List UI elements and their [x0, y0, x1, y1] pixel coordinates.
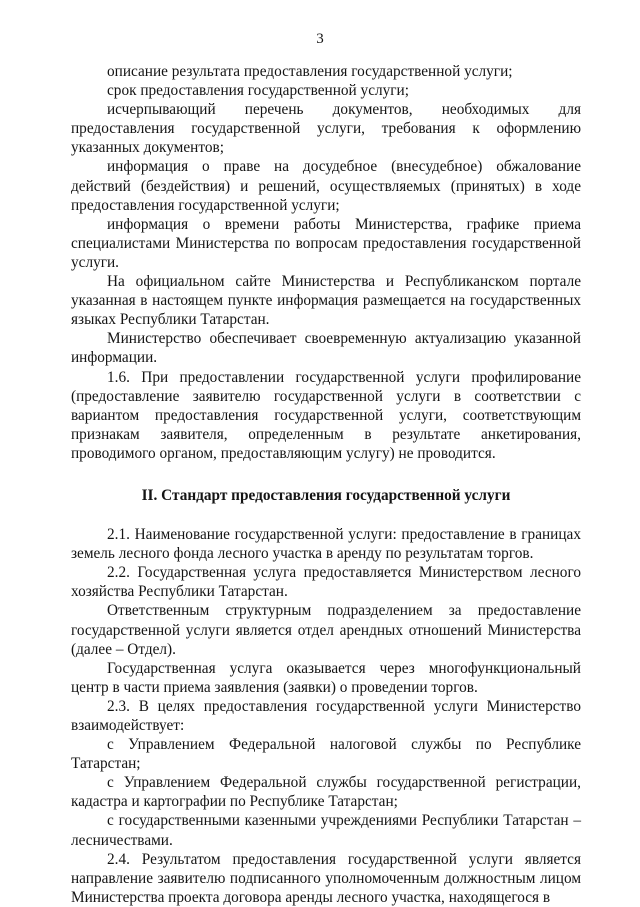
- paragraph: информация о времени работы Министерства, графике приема специалистами Министерства по вопросам предоставления государственной услуги.: [71, 215, 581, 271]
- paragraph: срок предоставления государственной услуги;: [107, 82, 409, 100]
- paragraph: Государственная услуга оказывается через многофункциональный центр в части приема заявления (заявки) о проведении торгов.: [71, 659, 581, 696]
- paragraph: с государственными казенными учреждениями Республики Татарстан – лесничествами.: [71, 812, 581, 849]
- paragraph: описание результата предоставления государственной услуги;: [107, 63, 513, 80]
- paragraph: 1.6. При предоставлении государственной услуги профилирование (предоставление заявителю государственной услуги в соответствии с вариантом предоставления государственной услуги, соответствующим признакам заявителя, определенным в результате анкетирования, проводимого органом, предоставляющим услугу) не проводится.: [71, 368, 581, 462]
- paragraph: с Управлением Федеральной службы государственной регистрации, кадастра и картографии по Республике Татарстан;: [71, 774, 581, 811]
- paragraph: исчерпывающий перечень документов, необходимых для предоставления государственной услуги, требования к оформлению указанных документов;: [71, 101, 581, 157]
- paragraph: 2.4. Результатом предоставления государственной услуги является направление заявителю подписанного уполномоченным должностным лицом Министерства проекта договора аренды лесного участка, находящегося в: [71, 850, 581, 906]
- page-number: 3: [316, 31, 324, 47]
- paragraph: На официальном сайте Министерства и Республиканском портале указанная в настоящем пункте информация размещается на государственных языках Республики Татарстан.: [71, 273, 581, 329]
- paragraph: Ответственным структурным подразделением за предоставление государственной услуги является отдел арендных отношений Министерства (далее – Отдел).: [71, 602, 581, 658]
- paragraph: 2.2. Государственная услуга предоставляется Министерством лесного хозяйства Республики Татарстан.: [71, 564, 581, 601]
- paragraph: 2.1. Наименование государственной услуги: предоставление в границах земель лесного фонда лесного участка в аренду по результатам торгов.: [71, 526, 581, 563]
- paragraph: 2.3. В целях предоставления государственной услуги Министерство взаимодействует:: [71, 697, 581, 734]
- paragraph: Министерство обеспечивает своевременную актуализацию указанной информации.: [71, 330, 581, 367]
- document-body: [71, 62, 581, 907]
- paragraph: с Управлением Федеральной налоговой службы по Республике Татарстан;: [71, 736, 581, 773]
- paragraph: информация о праве на досудебное (внесудебное) обжалование действий (бездействия) и решений, осуществляемых (принятых) в ходе предоставления государственной услуги;: [71, 158, 581, 214]
- section-heading: II. Стандарт предоставления государственной услуги: [141, 486, 511, 504]
